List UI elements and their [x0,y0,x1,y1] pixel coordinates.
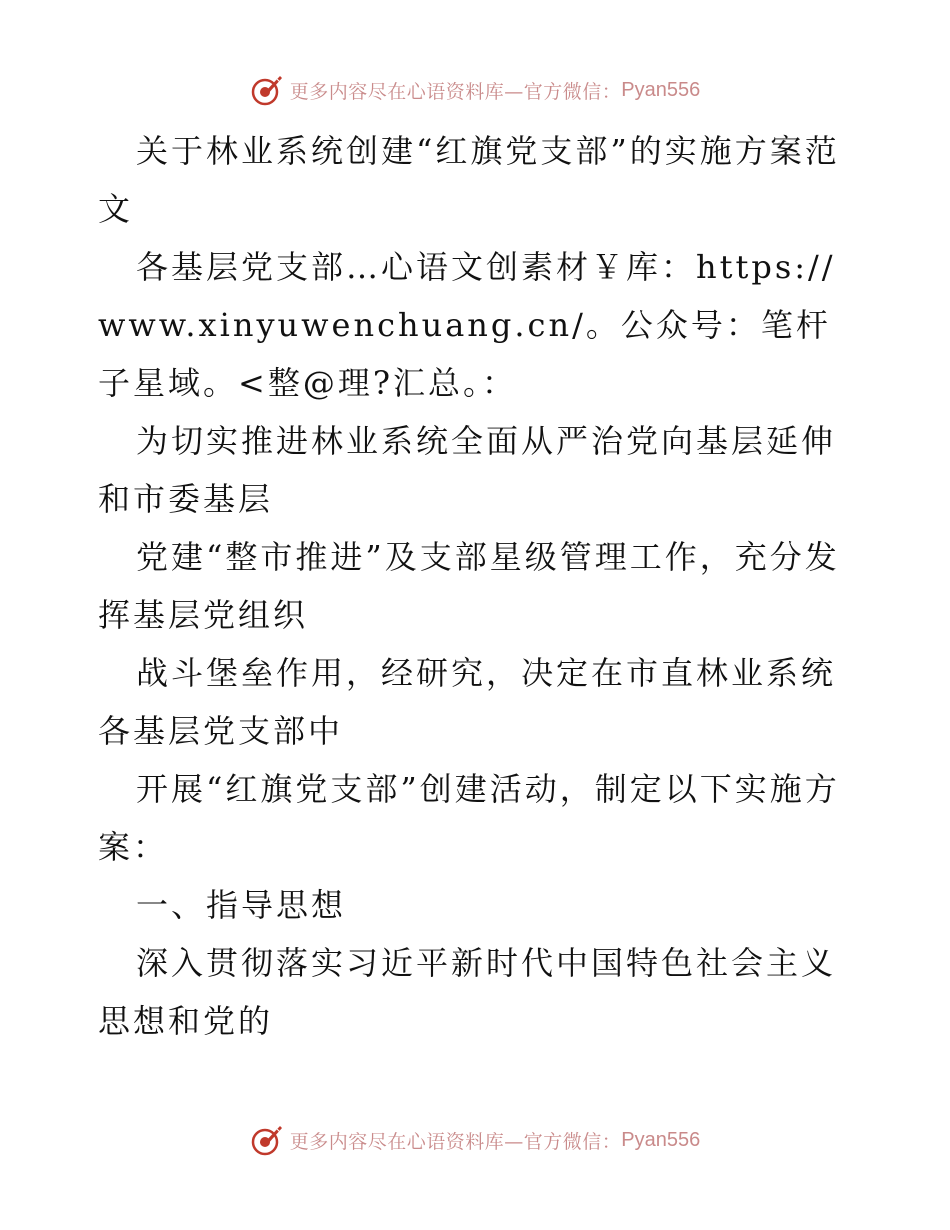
footer-banner-text: 更多内容尽在心语资料库—官方微信： [289,1130,622,1153]
paragraph-recipient: 各基层党支部…心语文创素材￥库：https://www.xinyuwenchuang.cn/。公众号：笔杆子星域。<整@理?汇总。： [98,248,836,402]
document-body [98,122,858,1050]
section-heading: 一、指导思想 [136,886,347,924]
footer-banner-wechat: Pyan556 [621,1128,701,1151]
paragraph-body: 战斗堡垒作用，经研究，决定在市直林业系统各基层党支部中 [98,654,837,750]
paragraph-body: 党建“整市推进”及支部星级管理工作，充分发挥基层党组织 [98,538,840,634]
paragraph-body: 开展“红旗党支部”创建活动，制定以下实施方案： [98,770,840,866]
header-banner-text: 更多内容尽在心语资料库—官方微信： [289,80,622,103]
header-banner [0,70,950,110]
footer-banner [0,1120,950,1160]
paragraph-body: 为切实推进林业系统全面从严治党向基层延伸和市委基层 [98,422,837,518]
red-quill-logo-icon [250,1123,284,1157]
paragraph-body: 深入贯彻落实习近平新时代中国特色社会主义思想和党的 [98,944,837,1040]
red-quill-logo-icon [250,73,284,107]
header-banner-wechat: Pyan556 [621,78,701,101]
document-title: 关于林业系统创建“红旗党支部”的实施方案范文 [98,132,840,228]
